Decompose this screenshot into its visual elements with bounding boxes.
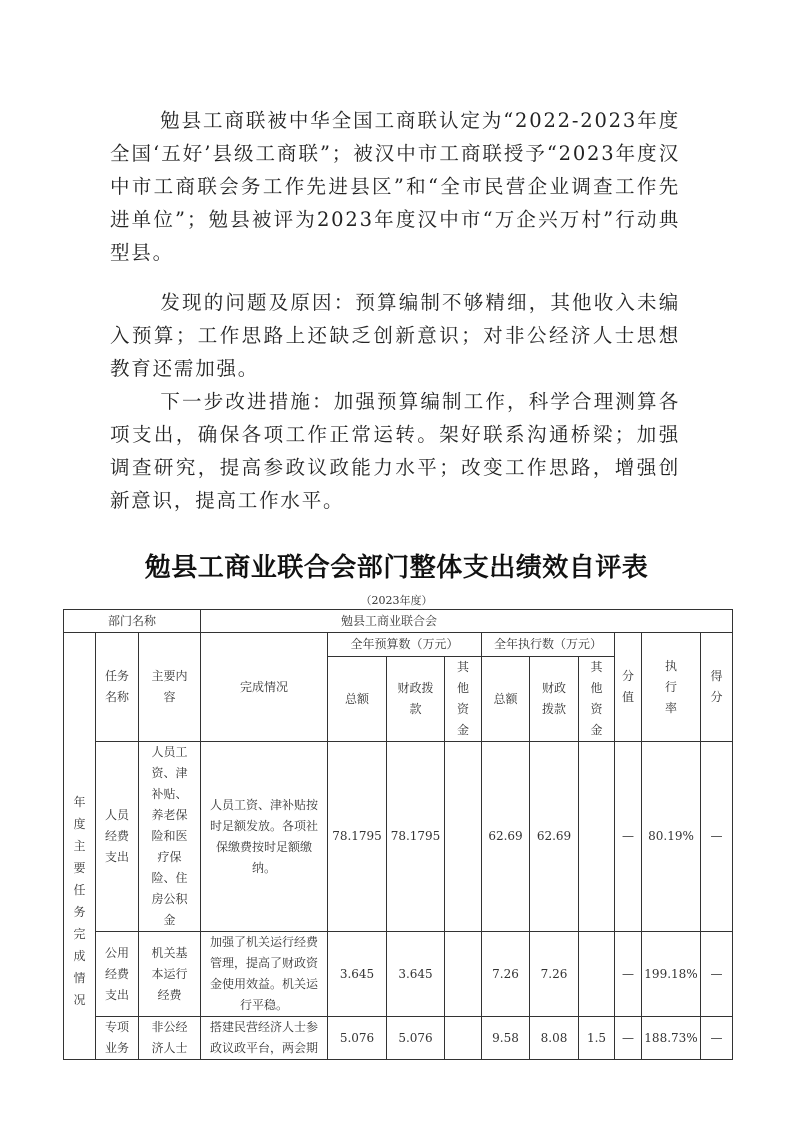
header-budget-total: 总额 [328,657,387,742]
header-row-1 [64,633,733,657]
header-budget-group: 全年预算数（万元） [328,633,482,657]
table-row [64,932,733,1017]
main-content [139,742,201,932]
dept-label: 部门名称 [64,610,201,633]
paragraph-problems [110,286,680,385]
task-name-text: 专项业务 [104,1020,129,1055]
exec-rate: 80.19% [642,742,701,932]
exec-total: 62.69 [482,742,530,932]
score: — [701,932,733,1017]
exec-other: 1.5 [579,1017,615,1060]
document-title: 勉县工商业联合会部门整体支出绩效自评表 [144,553,649,583]
exec-total: 9.58 [482,1017,530,1060]
header-exec-total: 总额 [482,657,530,742]
header-exec-fiscal [530,657,579,742]
task-name-text: 人员经费支出 [104,808,129,864]
main-content-text: 非公经济人士 [151,1020,188,1055]
paragraph-improvements-text: 下一步改进措施：加强预算编制工作，科学合理测算各项支出，确保各项工作正常运转。架好联系沟通桥梁；加强调查研究，提高参政议政能力水平；改变工作思路，增强创新意识，提高工作水平。 [110,390,680,512]
header-score-value-text: 分值 [621,669,634,704]
exec-other [579,742,615,932]
performance-table [63,609,733,1060]
budget-total: 3.645 [328,932,387,1017]
header-budget-fiscal-text: 财政拨款 [397,681,434,716]
score-value: — [615,932,642,1017]
main-content [139,932,201,1017]
budget-total: 5.076 [328,1017,387,1060]
header-score-value [615,633,642,742]
table-row [64,1017,733,1060]
header-exec-group: 全年执行数（万元） [482,633,615,657]
main-content [139,1017,201,1060]
header-task-name-text: 任务名称 [104,669,129,704]
header-score-text: 得分 [710,669,723,704]
paragraph-awards-text: 勉县工商联被中华全国工商联认定为“2022-2023年度全国‘五好’县级工商联”；被汉中市工商联授予“2023年度汉中市工商联会务工作先进县区”和“全市民营企业调查工作先进单位”；勉县被评为2023年度汉中市“万企兴万村”行动典型县。 [110,109,680,264]
main-content-text: 人员工资、津补贴、养老保险和医疗保险、住房公积金 [151,745,188,927]
dept-value: 勉县工商业联合会 [201,610,733,633]
header-exec-fiscal-text: 财政拨款 [541,681,566,716]
header-completion: 完成情况 [201,633,328,742]
score: — [701,742,733,932]
exec-fiscal: 62.69 [530,742,579,932]
table-row [64,742,733,932]
budget-fiscal: 5.076 [387,1017,445,1060]
paragraph-awards [110,104,680,269]
header-exec-rate [642,633,701,742]
task-name-text: 公用经费支出 [104,945,129,1002]
section-label [64,633,96,1060]
exec-fiscal: 8.08 [530,1017,579,1060]
budget-other [445,1017,482,1060]
completion: 加强了机关运行经费管理，提高了财政资金使用效益。机关运行平稳。 [201,932,328,1017]
completion: 搭建民营经济人士参政议政平台，两会期 [201,1017,328,1060]
budget-fiscal: 3.645 [387,932,445,1017]
header-task-name [96,633,139,742]
exec-rate: 199.18% [642,932,701,1017]
task-name [96,742,139,932]
exec-total: 7.26 [482,932,530,1017]
header-exec-other [579,657,615,742]
dept-row [64,610,733,633]
header-budget-other-text: 其他资金 [456,660,469,737]
score-value: — [615,742,642,932]
header-score [701,633,733,742]
exec-fiscal: 7.26 [530,932,579,1017]
paragraph-problems-text: 发现的问题及原因：预算编制不够精细，其他收入未编入预算；工作思路上还缺乏创新意识；对非公经济人士思想教育还需加强。 [110,291,680,380]
main-content-text: 机关基本运行经费 [151,945,188,1002]
completion: 人员工资、津补贴按时足额发放。各项社保缴费按时足额缴纳。 [201,742,328,932]
budget-other [445,742,482,932]
section-label-text: 年度主要任务完成情况 [73,795,86,1007]
exec-other [579,932,615,1017]
header-exec-other-text: 其他资金 [590,660,603,737]
header-main-content [139,633,201,742]
task-name [96,932,139,1017]
budget-other [445,932,482,1017]
task-name [96,1017,139,1060]
header-budget-other [445,657,482,742]
document-year: （2023年度） [360,594,433,607]
paragraph-improvements [110,385,680,517]
header-exec-rate-text: 执行率 [664,658,677,715]
score-value: — [615,1017,642,1060]
budget-total: 78.1795 [328,742,387,932]
header-main-content-text: 主要内容 [151,669,188,704]
exec-rate: 188.73% [642,1017,701,1060]
header-budget-fiscal [387,657,445,742]
budget-fiscal: 78.1795 [387,742,445,932]
score: — [701,1017,733,1060]
